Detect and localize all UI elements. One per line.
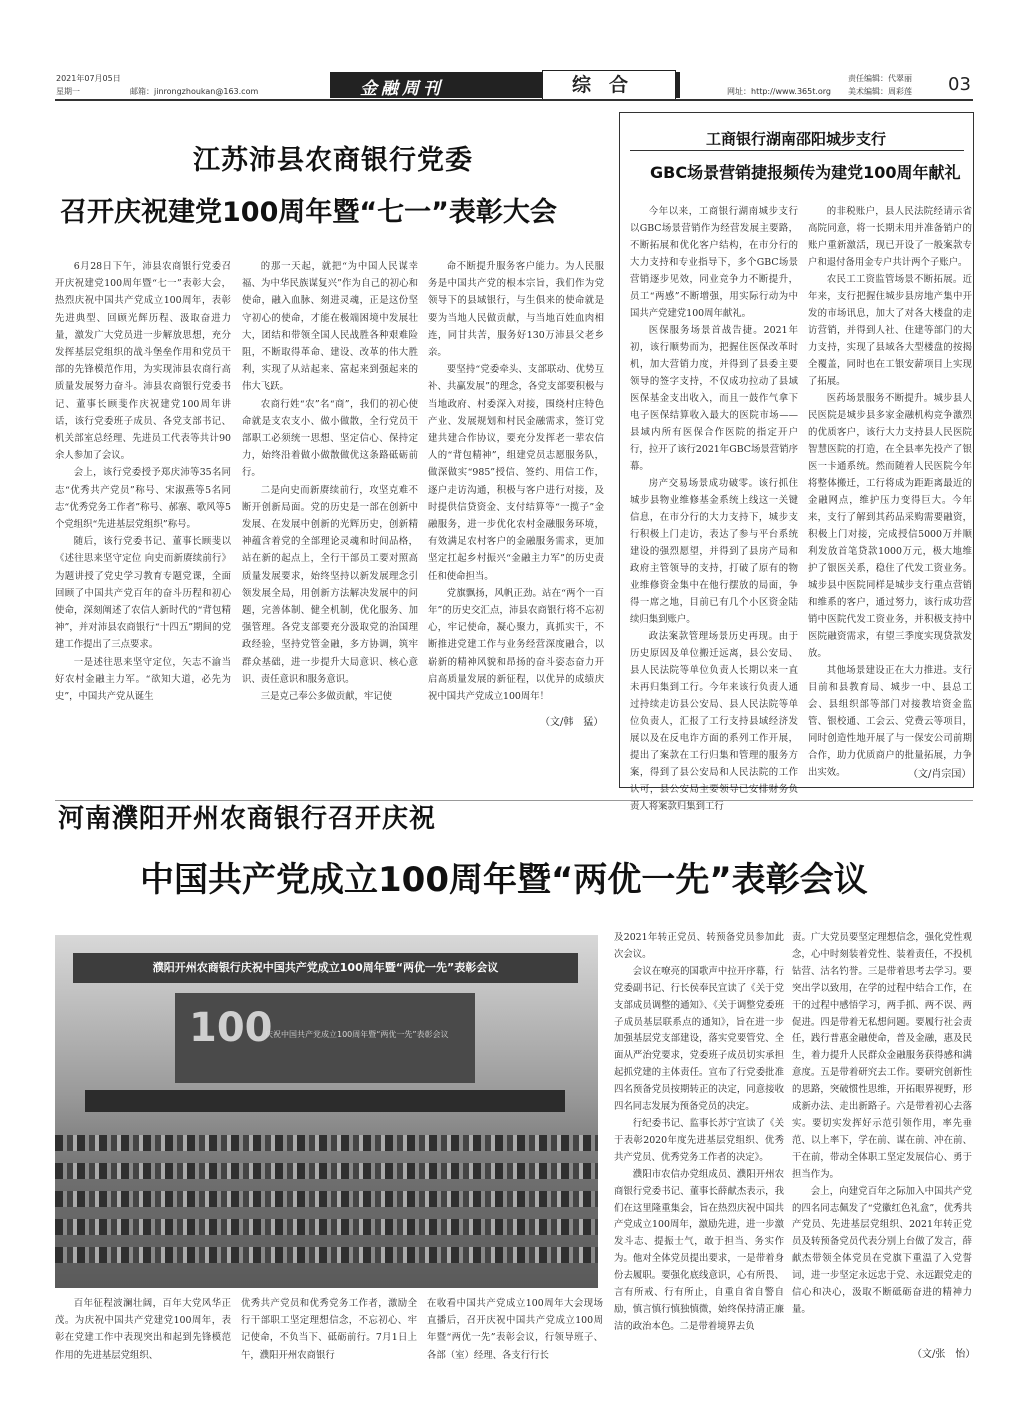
paragraph: 行纪委书记、监事长苏宁宣读了《关于表彰2020年度先进基层党组织、优秀共产党员、优秀党务工作者的决定》。: [614, 1117, 784, 1163]
article3-title-line1: 河南濮阳开州农商银行召开庆祝: [58, 804, 437, 834]
paragraph: 会议在嘹亮的国歌声中拉开序幕，行党委副书记、行长侯奉民宣读了《关于党支部成员调整的通知》、《关于调整党委班子成员基层联系点的通知》，旨在进一步加强基层党支部建设，落实党要管党、全面从严治党要求，党委班子成员切实承担起抓党建的主体责任。宣布了行党委批准四名预备党员按期转正的决定，同意接收四名同志发展为预备党员的决定。: [614, 965, 784, 1113]
article2-column-1: [630, 203, 798, 815]
photo-stage: [85, 1090, 565, 1112]
paragraph: 责。广大党员要坚定理想信念，强化党性观念，心中时刻装着党性、装着责任，不投机钻营、沽名钓誉。三是带着思考去学习。要突出学以致用，在学的过程中结合工作，在干的过程中感悟学习，两手抓、两不误、两促进。四是带着无私想问题。要履行社会责任，践行普惠金融使命，普及金融，惠及民生，着力提升人民群众金融服务获得感和满意度。五是带着研究去工作。要研究创新性的思路，突破惯性思维，开拓眼界视野，形成新办法、走出新路子。六是带着初心去落实。要切实发挥好示范引领作用，率先垂范、以上率下，学在前、谋在前、冲在前、干在前，带动全体职工坚定发展信心、勇于担当作为。: [792, 932, 972, 1180]
paragraph: 党旗飘扬，风帆正劲。站在“两个一百年”的历史交汇点，沛县农商银行将不忘初心，牢记使命，凝心聚力，真抓实干，不断推进党建工作与业务经营深度融合，以崭新的精神风貌和昂扬的奋斗姿态奋力开启高质量发展的新征程，以优异的成绩庆祝中国共产党成立100周年！: [428, 587, 604, 703]
paragraph: 今年以来，工商银行湖南城步支行以GBC场景营销作为经营发展主要路，不断拓展和优化客户结构，在市分行的大力支持和专业指导下，多个GBC场景营销逐步见效，同业竞争力不断提升，员工“两感”不断增强，用实际行动为中国共产党建党100周年献礼。: [630, 206, 798, 319]
article1-column-2: [242, 258, 418, 705]
paragraph: 及2021年转正党员、转预备党员参加此次会议。: [614, 932, 784, 960]
paragraph: 濮阳市农信办党组成员、濮阳开州农商银行党委书记、董事长薛献杰表示，我们在这里隆重集会，旨在热烈庆祝中国共产党成立100周年，激励先进，进一步激发斗志、提振士气，敢于担当、务实作为。他对全体党员提出要求，一是带着身份去履职。要强化底线意识，心有所畏、言有所戒、行有所止，自重自省自警自励，慎言慎行慎独慎微，始终保持清正廉洁的政治本色。二是带着境界去负: [614, 1168, 784, 1332]
header-website: 网址：http://www.365t.org: [727, 87, 832, 96]
paragraph: 一是述往思来坚守定位，矢志不渝当好农村金融主力军。“欲知大道，必先为史”，中国共产党从诞生: [55, 656, 231, 703]
page-number: 03: [948, 74, 971, 95]
header-editor: 责任编辑：代翠丽: [848, 74, 912, 83]
section-name: 综合: [542, 70, 676, 100]
paragraph: 优秀共产党员和优秀党务工作者，激励全行干部职工坚定理想信念，不忘初心、牢记使命，不负当下、砥砺前行。7月1日上午，濮阳开州农商银行: [241, 1298, 417, 1361]
paragraph: 随后，该行党委书记、董事长顾斐以《述往思来坚守定位 向史而新赓续前行》为题讲授了党史学习教育专题党课，全面回顾了中国共产党百年的奋斗历程和初心使命，深刻阐述了农信人新时代的“背包精神”，并对沛县农商银行“十四五”期间的党建工作提出了三点要求。: [55, 536, 231, 651]
paragraph: 命不断提升服务客户能力。为人民服务是中国共产党的根本宗旨，我们作为党领导下的县域银行，与生俱来的使命就是要为当地人民做贡献，与当地百姓血肉相连，同甘共苦，服务好130万沛县父老乡亲。: [428, 261, 604, 359]
photo-screen-text: 庆祝中国共产党成立100周年暨“两优一先”表彰会议: [265, 1030, 449, 1039]
article2-title-line1: 工商银行湖南邵阳城步支行: [706, 130, 887, 148]
article3-column-1: [55, 1295, 231, 1364]
header-art-editor: 美术编辑：周彩莲: [848, 87, 912, 96]
paragraph: 会上，向建党百年之际加入中国共产党的四名同志佩发了“党徽红色礼盒”，优秀共产党员、先进基层党组织、2021年转正党员及转预备党员代表分别上台做了发言，薛献杰带领全体党员在党旗下重温了入党誓词，进一步坚定永远忠于党、永远跟党走的信心和决心，汲取不断砥砺奋进的精神力量。: [792, 1185, 972, 1315]
paragraph: 在收看中国共产党成立100周年大会现场直播后，召开庆祝中国共产党成立100周年暨“两优一先”表彰会议，行领导班子、各部（室）经理、各支行行长: [427, 1298, 603, 1361]
photo-audience-row: [55, 1191, 598, 1207]
article1-byline: （文/韩 猛）: [540, 717, 604, 728]
article2-column-2: [808, 203, 972, 781]
paragraph: 的那一天起，就把“为中国人民谋幸福、为中华民族谋复兴”作为自己的初心和使命，融入血脉、刻进灵魂，正是这份坚守初心的使命，才能在极端困境中发展壮大，团结和带领全国人民战胜各种艰难险阻，不断取得革命、建设、改革的伟大胜利，实现了从站起来、富起来到强起来的伟大飞跃。: [242, 261, 418, 393]
paragraph: 房产交易场景成功破零。该行抓住城步县物业维修基金系统上线这一关键信息，在市分行的大力支持下，城步支行积极上门走访，表达了参与平台系统建设的强烈愿望，并得到了县房产局和政府主管领导的支持，打破了原有的物业维修资金集中在他行摆放的局面，争得一席之地，目前已有几个小区资金陆续归集到账户。: [630, 478, 798, 625]
paragraph: 的非税账户，县人民法院经请示省高院同意，将一长期未用并准备销户的账户重新激活，现已开设了一般案款专户和退付备用金专户共计两个子账户。: [808, 206, 972, 268]
paragraph: 农民工工资监管场景不断拓展。近年来，支行把握住城步县房地产集中开发的市场讯息，加大了对各大楼盘的走访营销，并得到人社、住建等部门的大力支持，实现了县域各大型楼盘的按揭全覆盖，同时也在工银安薪项目上实现了拓展。: [808, 274, 972, 387]
issue-date: 2021年07月05日: [56, 74, 121, 83]
photo-audience-row: [55, 1247, 598, 1263]
masthead: [330, 72, 680, 98]
article1-title-line1: 江苏沛县农商银行党委: [193, 145, 473, 176]
article2-byline: （文/肖宗国）: [908, 769, 972, 780]
article1-column-3: [428, 258, 604, 705]
header-rule: [55, 99, 973, 101]
paragraph: 二是向史而新赓续前行，攻坚克难不断开创新局面。党的历史是一部在创新中发展、在发展中创新的光辉历史，创新精神蕴含着党的全部理论灵魂和时间品格，站在新的起点上，全行干部员工要对照高质量发展要求，始终坚持以新发展理念引领发展全局，用创新方法解决发展中的问题，完善体制、健全机制，优化服务、加强管理。各党支部要充分汲取党的治国理政经验，坚持党管金融，多方协调，筑牢群众基础，进一步提升大局意识、核心意识、责任意识和服务意识。: [242, 484, 418, 685]
article1-column-1: [55, 258, 231, 705]
paragraph: 三是克己奉公多做贡献，牢记使: [260, 691, 393, 703]
article3-column-3: [427, 1295, 603, 1364]
article2-title-rule: [630, 150, 964, 151]
paragraph: 会上，该行党委授予郑庆沛等35名同志“优秀共产党员”称号、宋淑燕等5名同志“优秀党务工作者”称号、郝寨、歌风等5个党组织“先进基层党组织”称号。: [55, 467, 231, 531]
article3-title-line2: 中国共产党成立100周年暨“两优一先”表彰会议: [140, 860, 868, 900]
photo-banner: 濮阳开州农商银行庆祝中国共产党成立100周年暨“两优一先”表彰会议: [73, 953, 578, 983]
paragraph: 6月28日下午，沛县农商银行党委召开庆祝建党100周年暨“七一”表彰大会，热烈庆祝中国共产党成立100周年，表彰先进典型、回顾光辉历程、汲取奋进力量，激发广大党员进一步解放思想，充分发挥基层党组织的战斗堡垒作用和党员干部的先锋模范作用，为实现沛县农商行高质量发展努力奋斗。沛县农商银行党委书记、董事长顾斐作庆祝建党100周年讲话，该行党委班子成员、各党支部书记、机关部室总经理、先进员工代表等共计90余人参加了会议。: [55, 261, 231, 462]
photo-screen: [175, 993, 475, 1083]
article1-title-line2: 召开庆祝建党100周年暨“七一”表彰大会: [60, 197, 557, 228]
header-email: 邮箱：jinrongzhoukan@163.com: [130, 87, 259, 96]
article2-title-line2: GBC场景营销捷报频传为建党100周年献礼: [650, 163, 961, 182]
paragraph: 要坚持“党委牵头、支部联动、优势互补、共赢发展”的理念，各党支部要积极与当地政府、村委深入对接，围绕村庄特色产业、发展规划和村民金融需求，签订党建共建合作协议，要充分发挥老一辈农信人的“背包精神”，组建党员志愿服务队，做深做实“985”授信、签约、用信工作，逐户走访沟通，积极与客户进行对接，及时提供信贷资金、支付结算等“一揽子”金融服务，进一步优化农村金融服务环境，有效满足农村客户的金融服务需求，更加坚定扛起乡村振兴“金融主力军”的历史责任和使命担当。: [428, 364, 604, 582]
paragraph: 农商行姓“农”名“商”，我们的初心使命就是支农支小、做小做散，全行党员干部职工必须统一思想、坚定信心、保持定力，始终沿着做小做散做优这条路砥砺前行。: [242, 398, 418, 479]
paragraph: 政法案款管理场景历史再现。由于历史原因及单位搬迁远离，县公安局、县人民法院等单位负责人长期以来一直未再归集到工行。今年来该行负责人通过持续走访县公安局、县人民法院等单位负责人，汇报了工行支持县域经济发展以及在反电诈方面的系列工作开展，提出了案款在工行归集和管理的服务方案，得到了县公安局和人民法院的工作认可，县公安局主要领导已安排财务负责人将案款归集到工行: [630, 631, 798, 812]
meeting-photo: [55, 935, 598, 1288]
photo-audience-row: [55, 1219, 598, 1235]
article3-column-4: [614, 930, 784, 1336]
paragraph: 医保服务场景首战告捷。2021年初，该行顺势而为，把握住医保改革时机，加大营销力度，并得到了县委主要领导的签字支持，不仅成功拉动了县域医保基金支出收入，而且一鼓作气拿下电子医保结算收入最大的医院市场——县域内所有医保合作医院的指定开户行，拉开了该行2021年GBC场景营销序幕。: [630, 325, 798, 472]
photo-audience-row: [55, 1135, 598, 1151]
photo-audience-row: [55, 1163, 598, 1179]
article3-column-5: [792, 930, 972, 1319]
photo-logo: 100: [189, 1005, 273, 1051]
article3-column-2: [241, 1295, 417, 1364]
paragraph: 其他场景建设正在大力推进。支行目前和县教育局、城步一中、县总工会、县组织部等部门对接教培资金监管、银校通、工会云、党费云等项目，同时创造性地开展了与一保安公司前期合作，助力优质商户的批量拓展，力争出实效。: [808, 665, 972, 778]
paragraph: 医药场景服务不断提升。城步县人民医院是城步县多家金融机构竞争激烈的优质客户，该行大力支持县人民医院智慧医院的打造，在全县率先投产了银医一卡通系统。然而随着人民医院今年将整体搬迁，工行将成为距距离最近的金融网点，维护压力变得巨大。今年来，支行了解到其药品采购需要融资，积极上门对接，完成授信5000万并顺利发放首笔贷款1000万元，极大地维护了银医关系，稳住了代发工资业务。城步县中医院同样是城步支行重点营销和维系的客户，通过努力，该行成功营销中医院代发工资业务，并积极支持中医院融资需求，有望三季度实现贷款发放。: [808, 393, 972, 659]
article3-byline: （文/张 怡）: [912, 1349, 976, 1360]
paper-logo: 金融周刊: [360, 79, 444, 99]
issue-weekday: 星期一: [56, 87, 80, 96]
paragraph: 百年征程波澜壮阔，百年大党风华正茂。为庆祝中国共产党建党100周年，表彰在党建工作中表现突出和起到先锋模范作用的先进基层党组织、: [55, 1298, 231, 1361]
